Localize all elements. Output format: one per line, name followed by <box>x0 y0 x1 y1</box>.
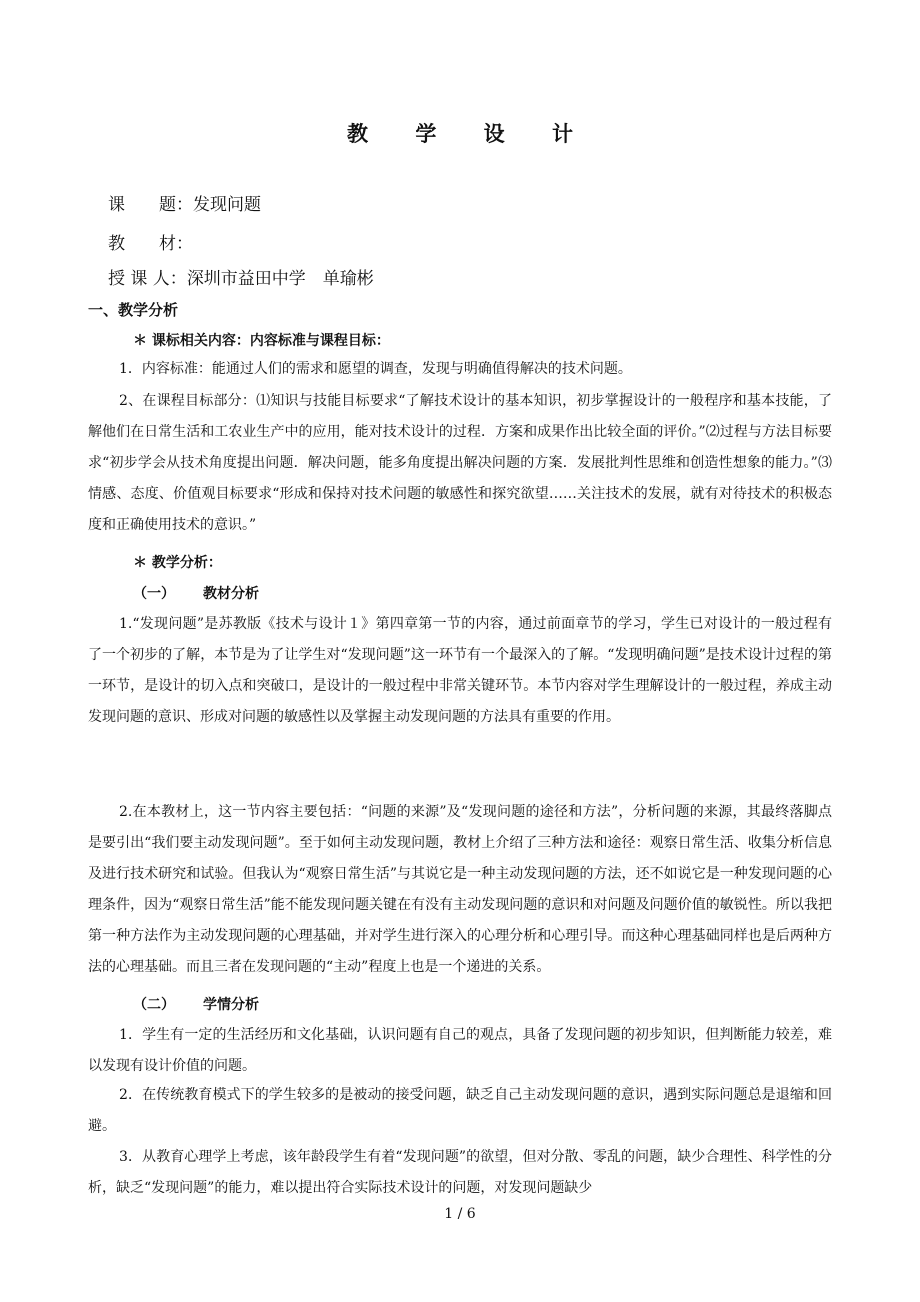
material-label: 教 材： <box>108 234 193 254</box>
topic-label: 课 题： <box>108 195 193 215</box>
material-paragraph-1: 1.“发现问题”是苏教版《技术与设计１》第四章第一节的内容，通过前面章节的学习，学生已对设计的一般过程有了一个初步的了解，本节是为了让学生对“发现问题”这一环节有一个最深入的了解。“发现明确问题”是技术设计过程的第一环节，是设计的切入点和突破口，是设计的一般过程中非常关键环节。本节内容对学生理解设计的一般过程，养成主动发现问题的意识、形成对问题的敏感性以及掌握主动发现问题的方法具有重要的作用。 <box>88 616 832 725</box>
standards-paragraph-1: 1．内容标准：能通过人们的需求和愿望的调查，发现与明确值得解决的技术问题。 <box>119 361 632 377</box>
standards-paragraph-2: 2、在课程目标部分：⑴知识与技能目标要求“了解技术设计的基本知识，初步掌握设计的一般程序和基本技能，了解他们在日常生活和工农业生产中的应用，能对技术设计的过程．方案和成果作出比较全面的评价。”⑵过程与方法目标要求“初步学会从技术角度提出问题．解决问题，能多角度提出解决问题的方案．发展批判性思维和创造性想象的能力。”⑶情感、态度、价值观目标要求“形成和保持对技术问题的敏感性和探究欲望……关注技术的发展，就有对待技术的积极态度和正确使用技术的意识。” <box>88 393 832 533</box>
meta-topic <box>108 190 261 215</box>
subsection-analysis-heading: ＊ 教学分析： <box>133 555 222 571</box>
page-title: 教 学 设 计 <box>347 122 593 146</box>
part1-number: （一） <box>133 586 175 602</box>
teacher-label: 授 课 人： <box>108 269 187 289</box>
section-heading: 一、教学分析 <box>88 301 179 319</box>
topic-value: 发现问题 <box>193 195 261 215</box>
meta-material <box>108 229 193 254</box>
part2-number: （二） <box>133 997 175 1013</box>
material-paragraph-2: 2.在本教材上，这一节内容主要包括：“问题的来源”及“发现问题的途径和方法”，分析问题的来源，其最终落脚点是要引出“我们要主动发现问题”。至于如何主动发现问题，教材上介绍了三种方法和途径：观察日常生活、收集分析信息及进行技术研究和试验。但我认为“观察日常生活”与其说它是一种主动发现问题的方法，还不如说它是一种发现问题的心理条件，因为“观察日常生活”能不能发现问题关键在有没有主动发现问题的意识和对问题及问题价值的敏锐性。所以我把第一种方法作为主动发现问题的心理基础，并对学生进行深入的心理分析和心理引导。而这种心理基础同样也是后两种方法的心理基础。而且三者在发现问题的“主动”程度上也是一个递进的关系。 <box>88 804 832 975</box>
part1-label: 教材分析 <box>203 586 259 602</box>
student-paragraph-3: 3．从教育心理学上考虑，该年龄段学生有着“发现问题”的欲望，但对分散、零乱的问题，缺少合理性、科学性的分析，缺乏“发现问题”的能力，难以提出符合实际技术设计的问题，对发现问题缺少 <box>88 1149 832 1196</box>
part1-heading <box>133 583 259 603</box>
meta-teacher <box>108 264 374 289</box>
part2-heading <box>133 994 259 1014</box>
part2-label: 学情分析 <box>203 997 259 1013</box>
student-paragraph-2: 2．在传统教育模式下的学生较多的是被动的接受问题，缺乏自己主动发现问题的意识，遇到实际问题总是退缩和回避。 <box>88 1087 832 1134</box>
student-paragraph-1: 1．学生有一定的生活经历和文化基础，认识问题有自己的观点，具备了发现问题的初步知识，但判断能力较差，难以发现有设计价值的问题。 <box>88 1027 832 1074</box>
subsection-standards-heading: ＊ 课标相关内容：内容标准与课程目标： <box>133 333 390 349</box>
teacher-value: 深圳市益田中学 单瑜彬 <box>186 269 374 289</box>
page-number: 1 / 6 <box>444 1206 476 1222</box>
